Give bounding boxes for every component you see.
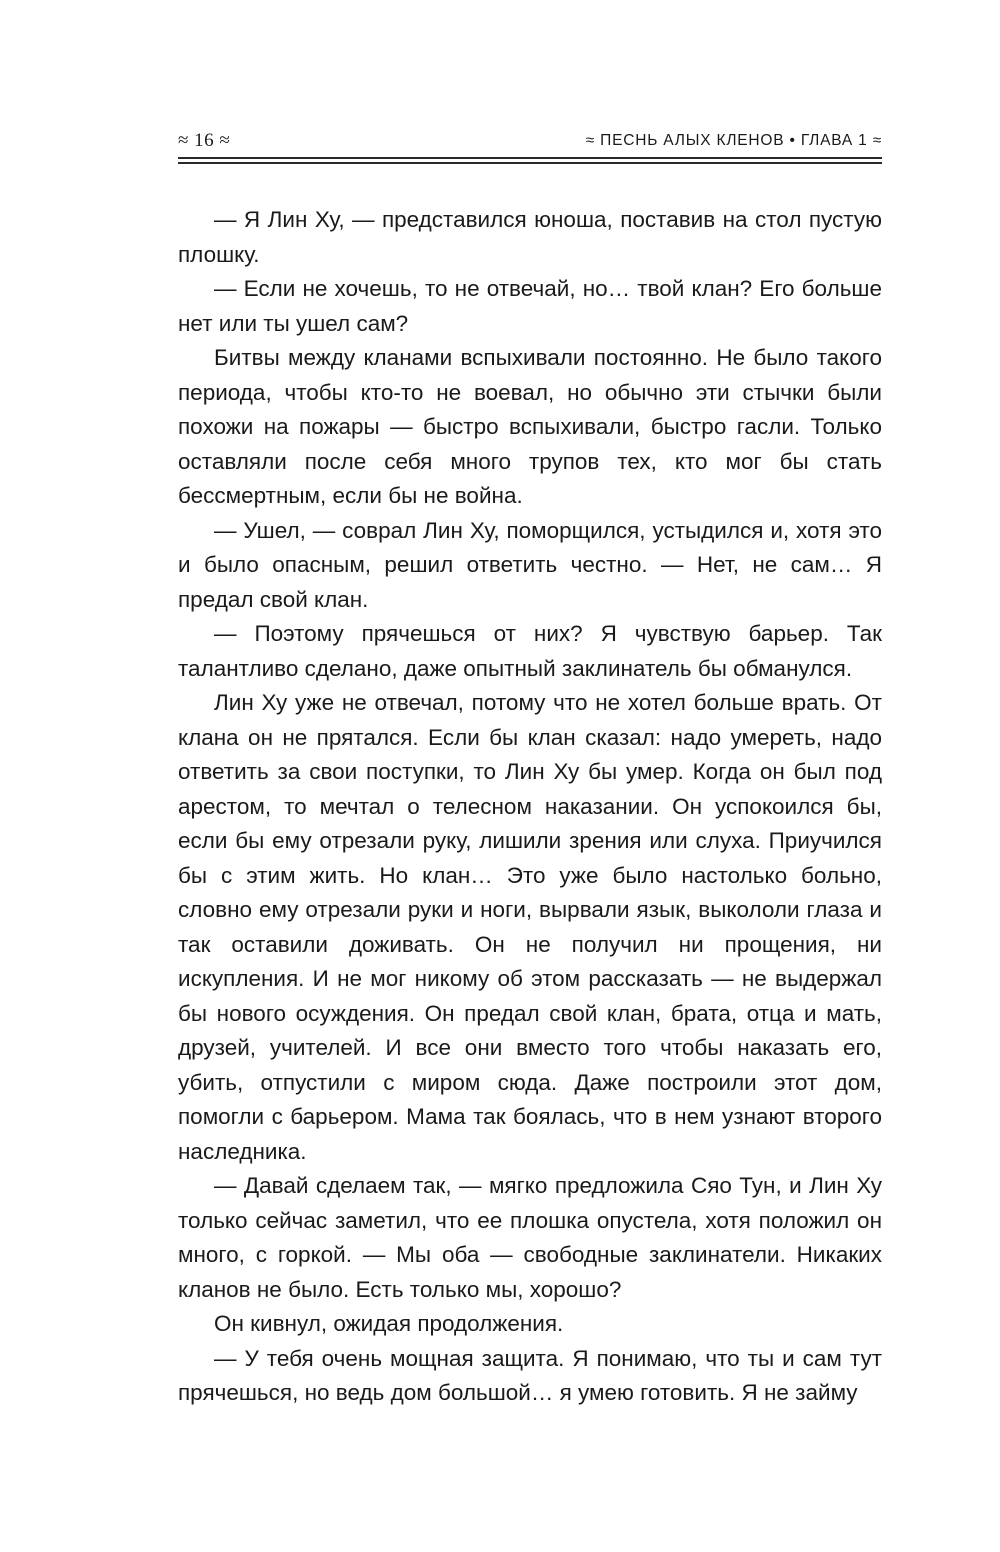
paragraph: — Если не хочешь, то не отвечай, но… твой клан? Его больше нет или ты ушел сам? <box>178 276 882 336</box>
paragraph: — У тебя очень мощная защита. Я понимаю, что ты и сам тут прячешься, но ведь дом большой… я умею готовить. Я не займу <box>178 1345 882 1405</box>
paragraph: — Ушел, — соврал Лин Ху, поморщился, устыдился и, хотя это и было опасным, решил ответить честно. — Нет, не сам… Я предал свой клан. <box>178 517 882 612</box>
running-head <box>178 130 882 156</box>
body-text <box>178 203 882 1411</box>
page-number: ≈ 16 ≈ <box>178 130 231 151</box>
paragraph: Лин Ху уже не отвечал, потому что не хотел больше врать. От клана он не прятался. Если бы клан сказал: надо умереть, надо ответить за свои поступки, то Лин Ху бы умер. Когда он был под арестом, то мечтал о телесном наказании. Он успокоился бы, если бы ему отрезали руку, лишили зрения или слуха. Приучился бы с этим жить. Но клан… Это уже было настолько больно, словно ему отрезали руки и ноги, вырвали язык, выкололи глаза и так оставили доживать. Он не получил ни прощения, ни искупления. И не мог никому об этом рассказать — не выдержал бы нового осуждения. Он предал свой клан, брата, отца и мать, друзей, учителей. И все они вместо того чтобы наказать его, убить, отпустили с миром сюда. Даже построили этот дом, помогли с барьером. Мама так боялась, что в нем узнают второго наследника. <box>178 690 882 1164</box>
running-title: ≈ ПЕСНЬ АЛЫХ КЛЕНОВ • ГЛАВА 1 ≈ <box>585 132 882 149</box>
paragraph: — Я Лин Ху, — представился юноша, поставив на стол пустую плошку. <box>178 207 882 267</box>
paragraph: — Поэтому прячешься от них? Я чувствую барьер. Так талантливо сделано, даже опытный заклинатель бы обманулся. <box>178 621 882 681</box>
paragraph: Битвы между кланами вспыхивали постоянно. Не было такого периода, чтобы кто-то не воевал, но обычно эти стычки были похожи на пожары — быстро вспыхивали, быстро гасли. Только оставляли после себя много трупов тех, кто мог бы стать бессмертным, если бы не война. <box>178 345 882 508</box>
header-rule-top <box>178 157 882 159</box>
header-rule-bottom <box>178 162 882 164</box>
paragraph: — Давай сделаем так, — мягко предложила Сяо Тун, и Лин Ху только сейчас заметил, что ее плошка опустела, хотя положил он много, с горкой. — Мы оба — свободные заклинатели. Никаких кланов не было. Есть только мы, хорошо? <box>178 1173 882 1302</box>
paragraph: Он кивнул, ожидая продолжения. <box>214 1311 564 1336</box>
